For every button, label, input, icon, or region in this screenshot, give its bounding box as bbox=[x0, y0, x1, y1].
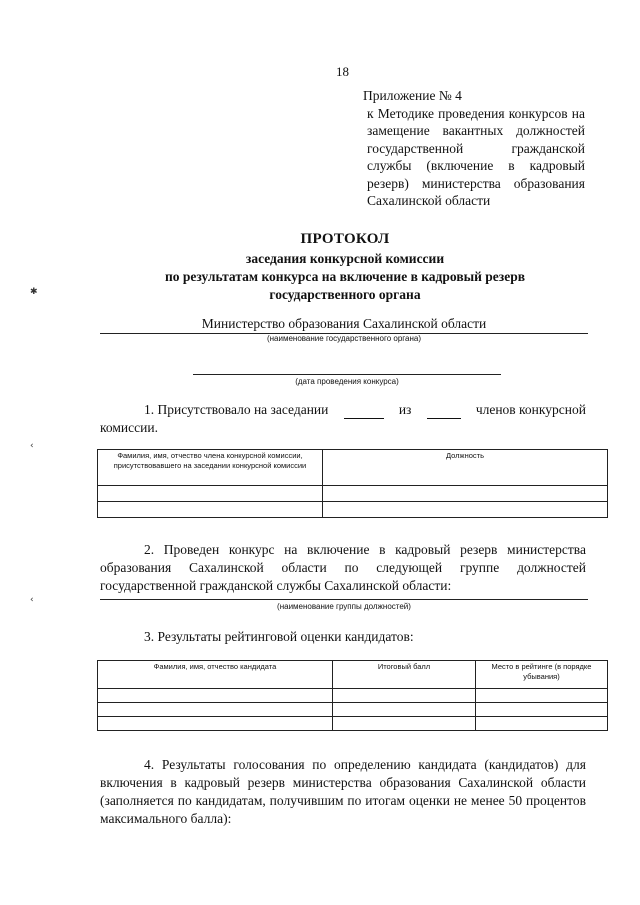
organ-name-field: Министерство образования Сахалинской области bbox=[100, 316, 588, 334]
table1-header-position: Должность bbox=[323, 450, 608, 486]
subtitle-line-3: государственного органа bbox=[269, 287, 421, 302]
rating-results-table bbox=[97, 660, 608, 731]
appendix-body: к Методике проведения конкурсов на замещение вакантных должностей государственной гражданской службы (включение в кадровый резерв) министерства образования Сахалинской области bbox=[367, 105, 585, 208]
table2-header-rank: Место в рейтинге (в порядке убывания) bbox=[476, 661, 608, 689]
section-1-text-d: комиссии. bbox=[100, 420, 158, 435]
appendix-title: Приложение № 4 bbox=[363, 88, 462, 103]
margin-mark-icon: ✱ bbox=[30, 287, 38, 297]
table-row bbox=[98, 703, 608, 717]
present-count-blank bbox=[344, 401, 384, 419]
protocol-title: ПРОТОКОЛ bbox=[300, 231, 390, 247]
table-row bbox=[98, 502, 608, 518]
position-group-caption: (наименование группы должностей) bbox=[277, 602, 411, 611]
organ-caption: (наименование государственного органа) bbox=[266, 334, 422, 343]
subtitle-line-1: заседания конкурсной комиссии bbox=[245, 251, 445, 266]
section-1 bbox=[100, 401, 586, 437]
margin-mark-icon: ‹ bbox=[30, 441, 34, 451]
table-row bbox=[98, 486, 608, 502]
page-number: 18 bbox=[336, 64, 349, 79]
total-count-blank bbox=[427, 401, 461, 419]
section-2: 2. Проведен конкурс на включение в кадровый резерв министерства образования Сахалинской области по следующей группе должностей государственной гражданской службы Сахалинской области: bbox=[100, 542, 586, 593]
date-caption: (дата проведения конкурса) bbox=[295, 377, 399, 386]
table2-header-name: Фамилия, имя, отчество кандидата bbox=[98, 661, 333, 689]
section-3: 3. Результаты рейтинговой оценки кандидатов: bbox=[144, 629, 414, 644]
position-group-field bbox=[100, 598, 588, 600]
appendix-note bbox=[363, 87, 585, 210]
section-1-text-b: из bbox=[398, 402, 412, 417]
table2-header-score: Итоговый балл bbox=[333, 661, 476, 689]
margin-mark-icon: ‹ bbox=[30, 595, 34, 605]
section-1-text-c: членов конкурсной bbox=[475, 402, 586, 417]
table-row bbox=[98, 717, 608, 731]
commission-members-table bbox=[97, 449, 608, 518]
date-field bbox=[193, 373, 501, 375]
protocol-subtitle bbox=[100, 250, 590, 304]
table-row bbox=[98, 689, 608, 703]
table1-header-name: Фамилия, имя, отчество члена конкурсной комиссии, присутствовавшего на заседании конкурсной комиссии bbox=[98, 450, 323, 486]
section-1-text-a: 1. Присутствовало на заседании bbox=[144, 402, 329, 417]
subtitle-line-2: по результатам конкурса на включение в кадровый резерв bbox=[164, 269, 526, 284]
section-4: 4. Результаты голосования по определению кандидата (кандидатов) для включения в кадровый резерв министерства образования Сахалинской области (заполняется по кандидатам, получившим по итогам оценки не менее 50 процентов максимального балла): bbox=[100, 757, 586, 826]
